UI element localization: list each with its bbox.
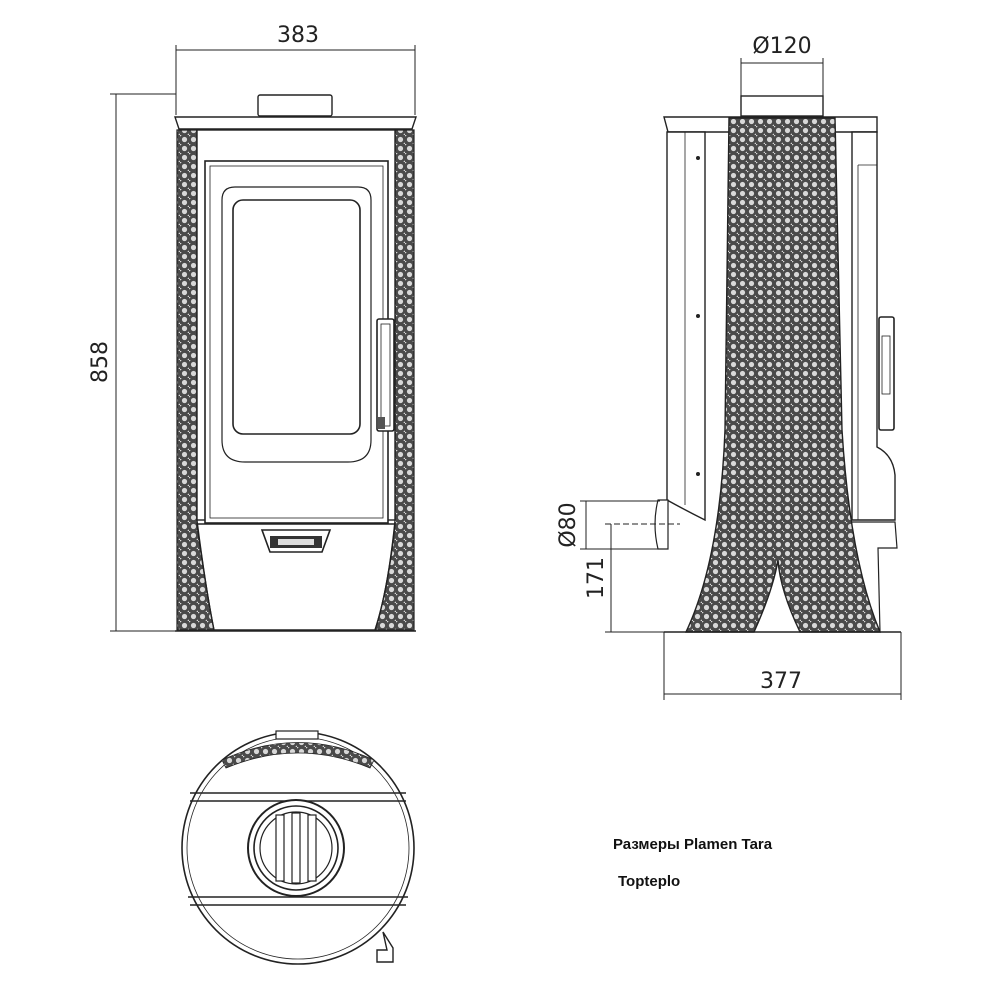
side-view [556, 34, 901, 700]
top-handle [377, 932, 393, 962]
front-top-plate [175, 117, 416, 129]
front-width-label: 383 [277, 23, 319, 48]
caption-brand: Topteplo [618, 873, 681, 890]
side-depth-dimension [664, 632, 901, 700]
side-flue-collar [741, 96, 823, 116]
side-flue-height-label: 171 [584, 557, 609, 599]
front-height-label: 858 [88, 341, 113, 383]
top-view [182, 731, 414, 964]
front-view [88, 23, 416, 631]
side-flue-rear-dimension [556, 501, 660, 549]
side-depth-label: 377 [760, 669, 802, 694]
side-pattern-panel [686, 118, 880, 632]
side-flue-top-dimension [741, 34, 823, 96]
caption [613, 836, 773, 890]
side-flue-top-label: Ø120 [752, 34, 812, 59]
front-flue-collar [258, 95, 332, 116]
side-flue-rear-label: Ø80 [556, 502, 581, 548]
front-door-glass [233, 200, 360, 434]
side-body [667, 132, 705, 520]
top-flue-tab [276, 731, 318, 739]
front-height-dimension [88, 94, 176, 631]
caption-title: Размеры Plamen Tara [613, 836, 773, 853]
